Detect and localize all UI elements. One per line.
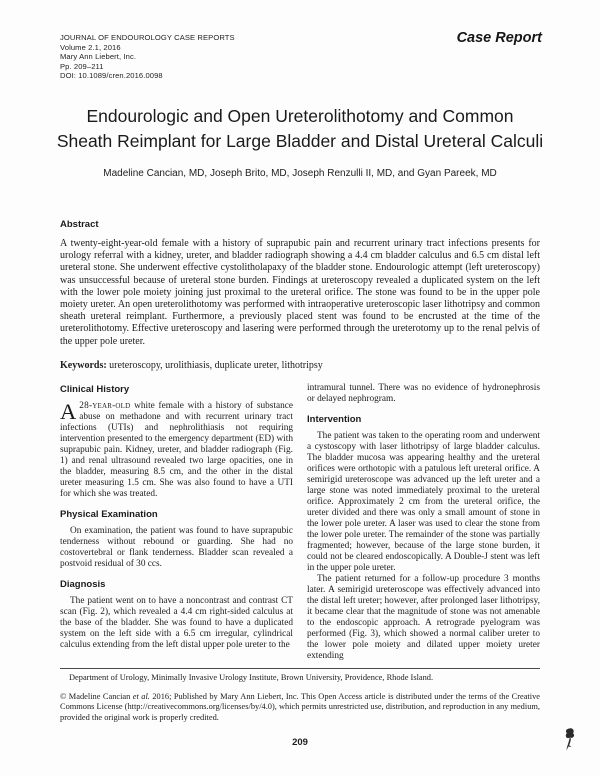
smallcaps-age: 28-year-old — [79, 401, 131, 411]
affiliation-note: Department of Urology, Minimally Invasive Urology Institute, Brown University, Providence, Rhode Island. — [69, 673, 434, 682]
article-title-line2: Sheath Reimplant for Large Bladder and Distal Ureteral Calculi — [56, 130, 544, 151]
keywords-label: Keywords: — [60, 359, 107, 371]
clinical-history-text: white female with a history of substance abuse on methadone and with recurrent urinary tract infections (UTIs) and nephrolithiasis not requiring intervention presented to the emergency department (ED) with suprapubic pain. Kidney, ureter, and bladder radiograph (Fig. 1) and renal ultrasound revealed two large opacities, one in the bladder, measuring 8.5 cm, and the other in the distal ureter measuring 1.5 cm. She was also found to have a UTI for which she was treated. — [60, 401, 293, 499]
copyright-notice — [60, 692, 540, 723]
masthead — [60, 33, 235, 81]
footnote-divider — [60, 668, 540, 669]
heading-diagnosis: Diagnosis — [60, 579, 106, 590]
keywords-text: ureteroscopy, urolithiasis, duplicate ureter, lithotripsy — [106, 359, 323, 371]
body-columns — [60, 383, 540, 667]
right-column — [307, 383, 540, 667]
ink-stamp-icon — [562, 727, 577, 753]
article-title-line1: Endourologic and Open Ureterolithotomy and Common — [86, 106, 514, 126]
heading-intervention: Intervention — [307, 414, 362, 425]
copyright-prefix: © Madeline Cancian — [60, 692, 133, 701]
publisher-line: Mary Ann Liebert, Inc. — [60, 52, 137, 62]
abstract-section — [60, 219, 540, 372]
pages-line: Pp. 209–211 — [60, 61, 104, 71]
page-number: 209 — [292, 737, 308, 748]
keywords-line — [60, 360, 540, 372]
article-type-label: Case Report — [456, 30, 542, 46]
doi-line: DOI: 10.1089/cren.2016.0098 — [60, 71, 163, 81]
intervention-paragraph-1: The patient was taken to the operating room and underwent a cystoscopy with laser lithotripsy of large bladder calculus. The bladder mucosa was appearing healthy and the ureteral orifices were orthotopic with a patulous left ureteral orifice. A semirigid ureteroscope was advanced up the left ureter and a large stone was noted immediately proximal to the ureteral orifice. Approximately 2 cm from the ureteral orifice, the ureter divided and there was only a small amount of stone in the lower pole ureter. A laser was used to clear the stone from the lower pole ureter. The remainder of the stone was partially fragmented; however, because of the large stone burden, it could not be cleared endoscopically. A Double-J stent was left in the upper pole ureter. — [307, 431, 540, 573]
intervention-paragraph-2: The patient returned for a follow-up procedure 3 months later. A semirigid ureteroscope was effectively advanced into the distal left ureter; however, after prolonged laser lithotripsy, it became clear that the magnitude of stone was not amenable to the endoscopic approach. A retrograde pyelogram was performed (Fig. 3), which showed a normal caliber ureter to the lower pole moiety and dilated upper moiety ureter extending — [307, 574, 540, 661]
heading-physical-examination: Physical Examination — [60, 509, 158, 520]
abstract-heading: Abstract — [60, 219, 99, 230]
copyright-rest: 2016; Published by Mary Ann Liebert, Inc. This Open Access article is distributed under the terms of the Creative Commons License (http://creativecommons.org/licenses/by/4.0), which permits unrestricted use, distribution, and reproduction in any medium, provided the original work is properly credited. — [60, 692, 540, 722]
clinical-history-paragraph — [60, 401, 293, 500]
diagnosis-continuation-paragraph: intramural tunnel. There was no evidence of hydronephrosis or delayed nephrogram. — [307, 383, 540, 404]
abstract-text: A twenty-eight-year-old female with a history of suprapubic pain and recurrent urinary tract infections presents for urology referral with a kidney, ureter, and bladder radiograph showing a 4.4 cm bladder calculus and 6.5 cm distal left ureteral stone. She underwent effective cystolitholapaxy of the bladder stone. Endourologic attempt (left ureteroscopy) was unsuccessful because of ureteral stone burden. Findings at ureteroscopy revealed a duplicated system on the left with the lower pole moiety joining just proximal to the ureteral orifice. The stone was found to be in the upper pole moiety ureter. An open ureterolithotomy was performed with intraoperative ureteroscopic laser lithotripsy and common sheath ureteral reimplant. Furthermore, a previously placed stent was found to be encrusted at the time of the ureterolithotomy. Effective ureteroscopy and lasering were performed through the ureterotomy up to the renal pelvis of the upper pole ureter. — [60, 238, 540, 347]
volume-line: Volume 2.1, 2016 — [60, 42, 121, 52]
physical-examination-paragraph: On examination, the patient was found to have suprapubic tenderness without rebound or guarding. She had no costovertebral or flank tenderness. Bladder scan revealed a postvoid residual of 30 ccs. — [60, 526, 293, 569]
copyright-et-al: et al. — [132, 692, 150, 701]
article-title — [28, 104, 572, 153]
journal-name: JOURNAL OF ENDOUROLOGY CASE REPORTS — [60, 33, 235, 42]
left-column — [60, 383, 293, 667]
dropcap-letter: A — [60, 399, 77, 424]
heading-clinical-history: Clinical History — [60, 384, 130, 395]
authors-line: Madeline Cancian, MD, Joseph Brito, MD, Joseph Renzulli II, MD, and Gyan Pareek, MD — [103, 168, 497, 179]
diagnosis-paragraph: The patient went on to have a noncontrast and contrast CT scan (Fig. 2), which revealed a 4.4 cm right-sided calculus at the base of the bladder. She was found to have a duplicated system on the left side with a 6.5 cm irregular, cylindrical calculus extending from the left distal upper pole ureter to the — [60, 596, 293, 650]
